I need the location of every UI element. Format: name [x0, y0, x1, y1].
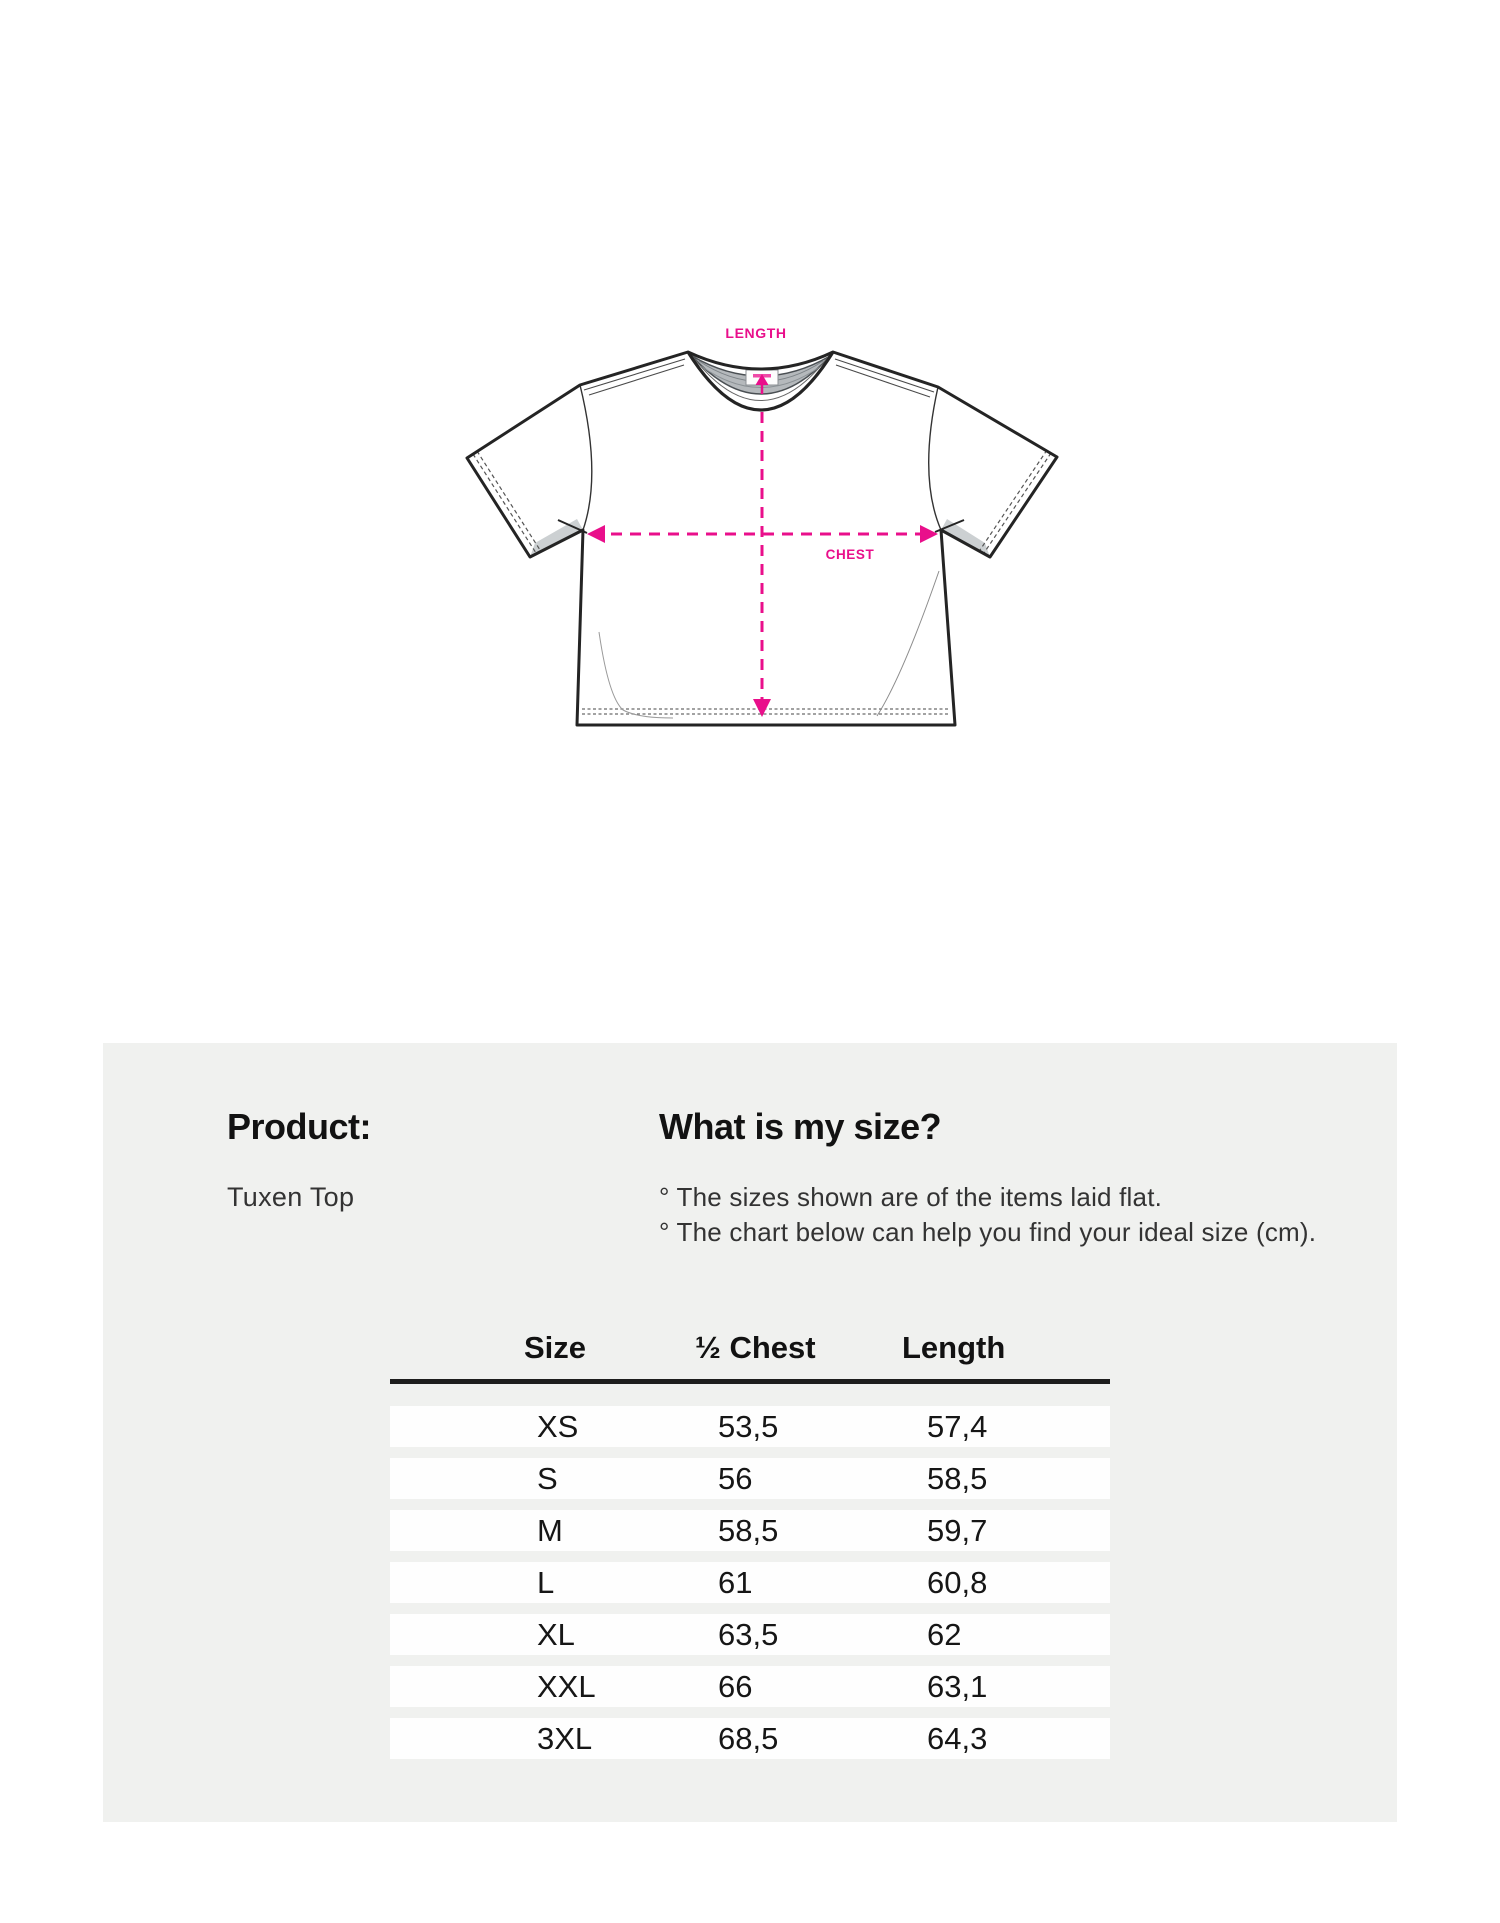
table-row [390, 1614, 1110, 1655]
cell-chest: 58,5 [718, 1513, 779, 1548]
cell-size: M [537, 1513, 563, 1548]
table-row [390, 1666, 1110, 1707]
size-table-header [390, 1330, 1110, 1374]
cell-length: 57,4 [927, 1409, 988, 1444]
cell-chest: 53,5 [718, 1409, 779, 1444]
column-header-size: Size [524, 1330, 587, 1365]
header-rule [390, 1379, 1110, 1384]
cell-length: 63,1 [927, 1669, 988, 1704]
table-row [390, 1458, 1110, 1499]
size-table-rows [390, 1406, 1110, 1759]
size-notes [659, 1180, 1316, 1250]
length-label: LENGTH [725, 325, 787, 341]
info-panel [103, 1043, 1397, 1822]
cell-size: XXL [537, 1669, 596, 1704]
cell-chest: 63,5 [718, 1617, 779, 1652]
table-row [390, 1562, 1110, 1603]
column-header-length: Length [902, 1330, 1006, 1365]
cell-chest: 61 [718, 1565, 753, 1600]
cell-size: 3XL [537, 1721, 593, 1756]
cell-size: L [537, 1565, 555, 1600]
cell-chest: 56 [718, 1461, 753, 1496]
size-table [390, 1330, 1110, 1770]
cell-length: 58,5 [927, 1461, 988, 1496]
cell-size: XS [537, 1409, 579, 1444]
table-row [390, 1510, 1110, 1551]
cell-length: 60,8 [927, 1565, 988, 1600]
chest-label: CHEST [825, 547, 875, 562]
cell-length: 64,3 [927, 1721, 988, 1756]
cell-size: XL [537, 1617, 575, 1652]
cell-size: S [537, 1461, 558, 1496]
size-guide-diagram [0, 0, 1500, 900]
cell-chest: 66 [718, 1669, 753, 1704]
cell-length: 62 [927, 1617, 962, 1652]
cell-chest: 68,5 [718, 1721, 779, 1756]
product-name: Tuxen Top [227, 1182, 355, 1212]
size-note-1: ° The sizes shown are of the items laid flat. [659, 1182, 1163, 1212]
cell-length: 59,7 [927, 1513, 988, 1548]
product-heading: Product: [227, 1106, 371, 1147]
table-row [390, 1406, 1110, 1447]
size-question-heading: What is my size? [659, 1106, 942, 1147]
tshirt-diagram [440, 280, 1100, 760]
table-row [390, 1718, 1110, 1759]
size-note-2: ° The chart below can help you find your ideal size (cm). [659, 1217, 1317, 1247]
column-header-chest: ½ Chest [695, 1330, 816, 1365]
